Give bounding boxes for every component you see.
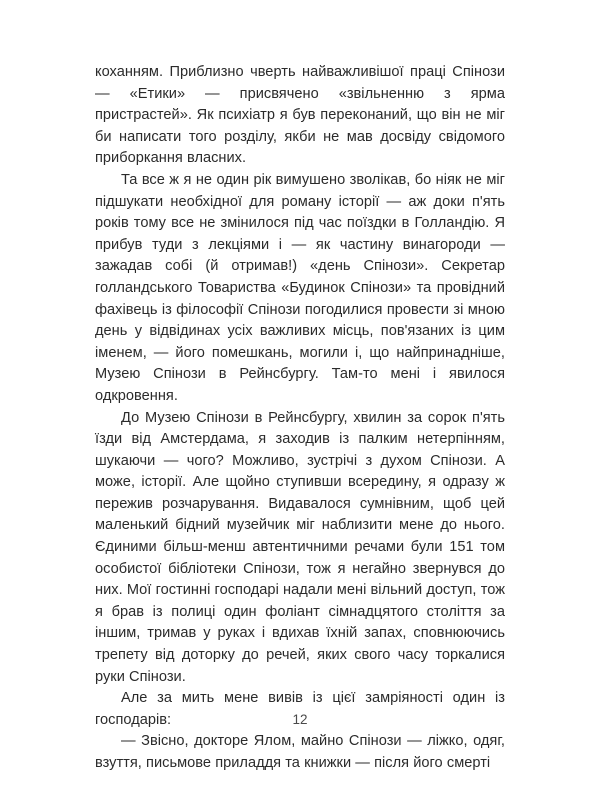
- paragraph-2: Та все ж я не один рік вимушено зволікав, бо ніяк не міг підшукати необхідної для роману історії — аж доки п'ять років тому все не змінилося під час поїздки в Голландію. Я прибув туди з лекціями і — як частину винагороди — зажадав собі (й отримав!) «день Спінози». Секретар голландського Товариства «Будинок Спінози» та провідний фахівець із філософії Спінози погодилися провести зі мною день у відвідинах усіх важливих місць, пов'язаних із цим іменем, — його помешкань, могили і, що найпринадніше, Музею Спінози в Рейнсбургу. Там-то мені і явилося одкровення.: [95, 171, 505, 404]
- paragraph-continuation: коханням. Приблизно чверть найважливішої праці Спінози — «Етики» — присвячено «звільненню з ярма пристрастей». Як психіатр я був переконаний, що він не міг би написати того розділу, якби не мав досвіду свідомого приборкання власних.: [95, 64, 505, 167]
- paragraph-4: Але за мить мене вивів із цієї замріяності один із господарів:: [95, 690, 505, 728]
- page-text-block: [95, 62, 505, 775]
- paragraph-3: До Музею Спінози в Рейнсбургу, хвилин за сорок п'ять їзди від Амстердама, я заходив із палким нетерпінням, шукаючи — чого? Можливо, зустрічі з духом Спінози. А може, історії. Але щойно ступивши всередину, я одразу ж пережив розчарування. Видавалося сумнівним, щоб цей маленький бідний музейчик міг наблизити мене до нього. Єдиними більш-менш автентичними речами були 151 том особистої бібліотеки Спінози, тож я негайно звернувся до них. Мої гостинні господарі надали мені вільний доступ, тож я брав із полиці один фоліант сімнадцятого століття за іншим, тримав у руках і вдихав їхній запах, сповнюючись трепету від доторку до речей, яких свого часу торкалися руки Спінози.: [95, 409, 505, 685]
- page-number: 12: [292, 712, 308, 727]
- paragraph-5-dialogue: — Звісно, докторе Ялом, майно Спінози — ліжко, одяг, взуття, письмове приладдя та книжки — після його смерті: [95, 733, 505, 771]
